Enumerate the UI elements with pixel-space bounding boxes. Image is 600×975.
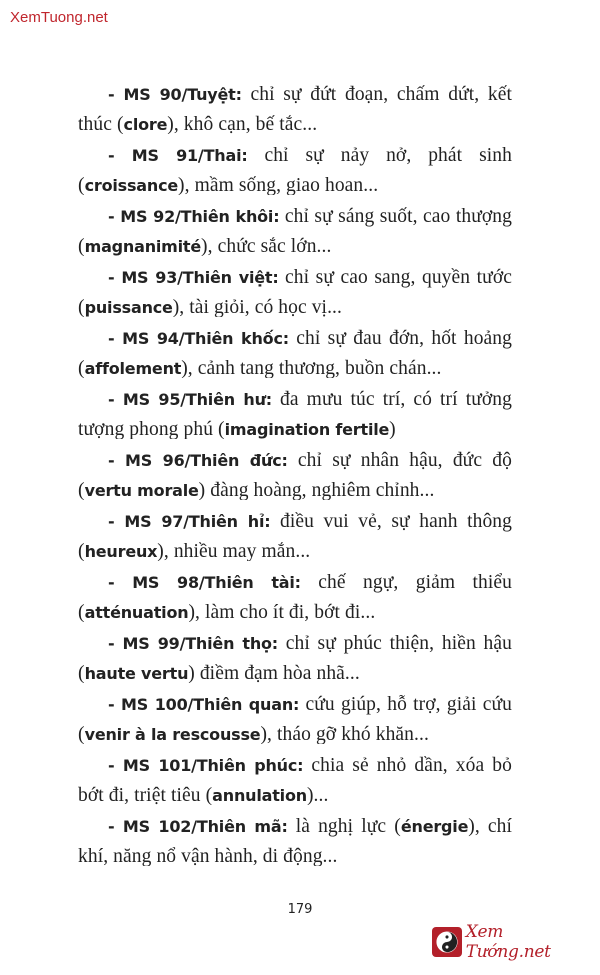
watermark-logo xyxy=(432,922,592,962)
entry-heading: - MS 96/Thiên đức: xyxy=(108,451,288,470)
entry-ms-99: - MS 99/Thiên thọ: chỉ sự phúc thiện, hiền hậu (haute vertu) điềm đạm hòa nhã... xyxy=(78,633,512,683)
entry-heading: - MS 93/Thiên việt: xyxy=(108,268,279,287)
entry-heading: - MS 98/Thiên tài: xyxy=(108,573,301,592)
entry-heading: - MS 101/Thiên phúc: xyxy=(108,756,304,775)
page-body xyxy=(78,80,512,873)
entry-keyword: venir à la rescousse xyxy=(84,725,261,744)
entry-ms-92: - MS 92/Thiên khôi: chỉ sự sáng suốt, cao thượng (magnanimité), chức sắc lớn... xyxy=(78,206,512,256)
entry-ms-94: - MS 94/Thiên khốc: chỉ sự đau đớn, hốt hoảng (affolement), cảnh tang thương, buồn chán... xyxy=(78,328,512,378)
entry-keyword: annulation xyxy=(212,786,307,805)
entry-keyword: haute vertu xyxy=(84,664,189,683)
entry-heading: - MS 91/Thai: xyxy=(108,146,248,165)
entry-ms-90: - MS 90/Tuyệt: chỉ sự đứt đoạn, chấm dứt, kết thúc (clore), khô cạn, bế tắc... xyxy=(78,84,512,134)
entry-keyword: imagination fertile xyxy=(224,420,390,439)
watermark-logo-text: Xem Tướng.net xyxy=(465,922,551,962)
yin-yang-icon xyxy=(432,927,462,957)
entry-heading: - MS 99/Thiên thọ: xyxy=(108,634,278,653)
entry-heading: - MS 95/Thiên hư: xyxy=(108,390,272,409)
entry-ms-93: - MS 93/Thiên việt: chỉ sự cao sang, quyền tước (puissance), tài giỏi, có học vị... xyxy=(78,267,512,317)
entry-heading: - MS 90/Tuyệt: xyxy=(108,85,242,104)
entry-ms-95: - MS 95/Thiên hư: đa mưu túc trí, có trí tưởng tượng phong phú (imagination fertile) xyxy=(78,389,512,439)
entry-keyword: heureux xyxy=(84,542,158,561)
entry-heading: - MS 92/Thiên khôi: xyxy=(108,207,280,226)
entry-keyword: clore xyxy=(123,115,168,134)
entry-heading: - MS 94/Thiên khốc: xyxy=(108,329,289,348)
entry-heading: - MS 100/Thiên quan: xyxy=(108,695,300,714)
entry-ms-101: - MS 101/Thiên phúc: chia sẻ nhỏ dần, xóa bỏ bớt đi, triệt tiêu (annulation)... xyxy=(78,755,512,805)
entry-ms-98: - MS 98/Thiên tài: chế ngự, giảm thiểu (atténuation), làm cho ít đi, bớt đi... xyxy=(78,572,512,622)
entry-ms-100: - MS 100/Thiên quan: cứu giúp, hỗ trợ, giải cứu (venir à la rescousse), tháo gỡ khó khăn... xyxy=(78,694,512,744)
entry-ms-91: - MS 91/Thai: chỉ sự nảy nở, phát sinh (croissance), mầm sống, giao hoan... xyxy=(78,145,512,195)
entry-keyword: affolement xyxy=(84,359,182,378)
entry-heading: - MS 97/Thiên hỉ: xyxy=(108,512,271,531)
entry-keyword: atténuation xyxy=(84,603,189,622)
entry-keyword: vertu morale xyxy=(84,481,199,500)
entry-ms-102: - MS 102/Thiên mã: là nghị lực (énergie), chí khí, năng nổ vận hành, di động... xyxy=(78,816,512,866)
entry-keyword: magnanimité xyxy=(84,237,202,256)
entry-keyword: croissance xyxy=(84,176,179,195)
watermark-top-text: XemTuong.net xyxy=(10,9,108,26)
entry-heading: - MS 102/Thiên mã: xyxy=(108,817,288,836)
page-number: 179 xyxy=(287,902,313,917)
entry-keyword: énergie xyxy=(400,817,469,836)
entry-ms-97: - MS 97/Thiên hỉ: điều vui vẻ, sự hanh thông (heureux), nhiều may mắn... xyxy=(78,511,512,561)
entry-keyword: puissance xyxy=(84,298,173,317)
entry-ms-96: - MS 96/Thiên đức: chỉ sự nhân hậu, đức độ (vertu morale) đàng hoàng, nghiêm chỉnh... xyxy=(78,450,512,500)
